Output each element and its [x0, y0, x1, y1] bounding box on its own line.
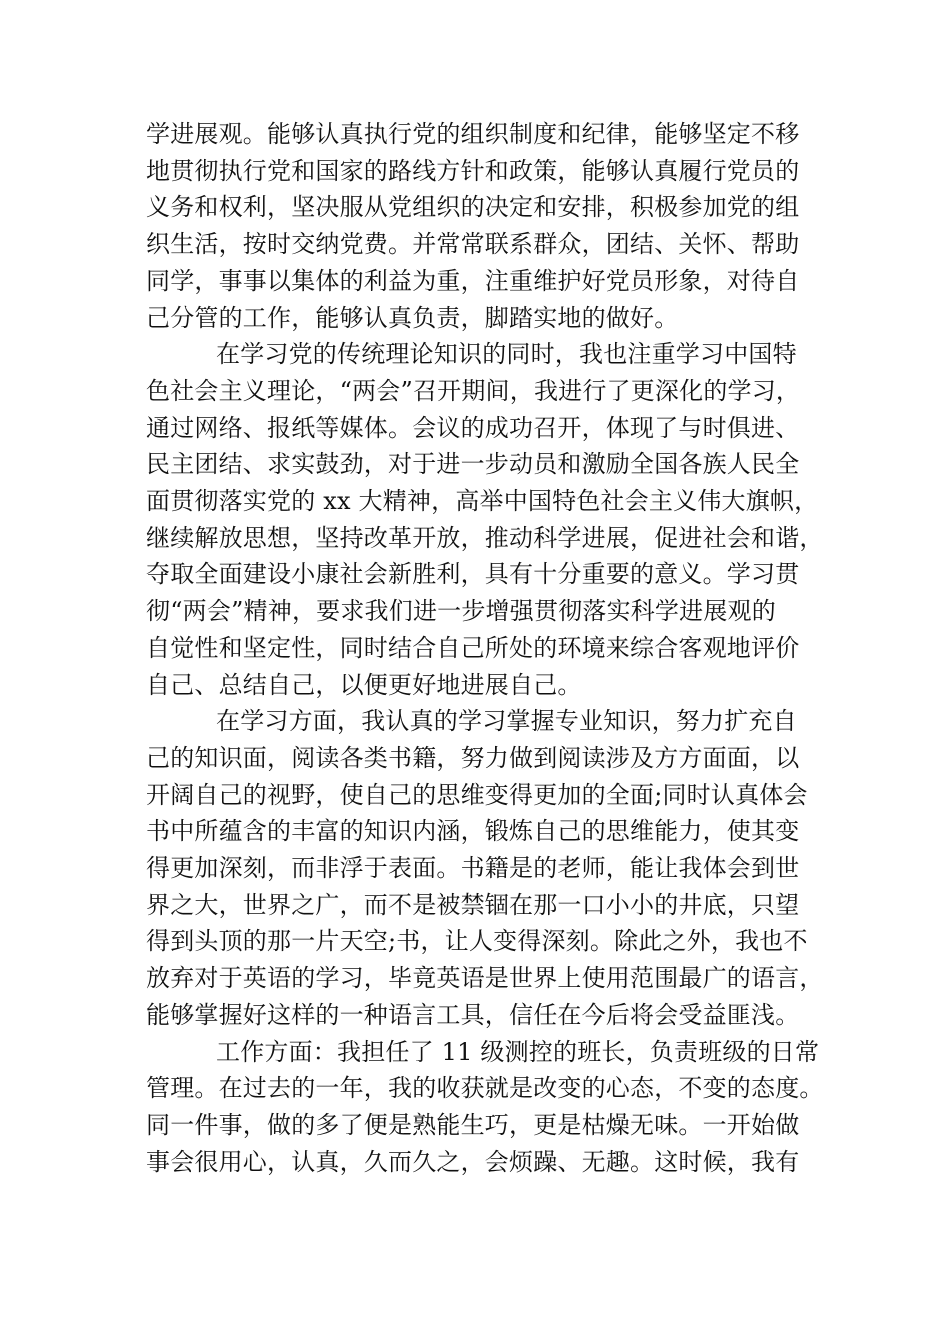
- text-line: 义务和权利，坚决服从党组织的决定和安排，积极参加党的组: [146, 193, 800, 222]
- text-line: 管理。在过去的一年，我的收获就是改变的心态，不变的态度。: [146, 1074, 824, 1103]
- text-line: 书中所蕴含的丰富的知识内涵，锻炼自己的思维能力，使其变: [146, 817, 800, 846]
- text-line: 己分管的工作，能够认真负责，脚踏实地的做好。: [146, 303, 679, 332]
- text-line: 民主团结、求实鼓劲，对于进一步动员和激励全国各族人民全: [146, 450, 800, 479]
- text-line: 夺取全面建设小康社会新胜利，具有十分重要的意义。学习贯: [146, 560, 800, 589]
- text-line: 继续解放思想，坚持改革开放，推动科学进展，促进社会和谐，: [146, 523, 824, 552]
- text-line: 地贯彻执行党和国家的路线方针和政策，能够认真履行党员的: [146, 156, 800, 185]
- text-line: 开阔自己的视野，使自己的思维变得更加的全面;同时认真体会: [146, 780, 808, 809]
- text-line: 学进展观。能够认真执行党的组织制度和纪律，能够坚定不移: [146, 120, 800, 148]
- text-line: 通过网络、报纸等媒体。会议的成功召开，体现了与时俱进、: [146, 413, 800, 442]
- text-line: 自己、总结自己，以便更好地进展自己。: [146, 670, 582, 699]
- text-line: 织生活，按时交纳党费。并常常联系群众，团结、关怀、帮助: [146, 230, 800, 259]
- text-line: 放弃对于英语的学习，毕竟英语是世界上使用范围最广的语言，: [146, 964, 824, 993]
- text-line: 己的知识面，阅读各类书籍，努力做到阅读涉及方方面面，以: [146, 743, 800, 772]
- text-line: 得更加深刻，而非浮于表面。书籍是的老师，能让我体会到世: [146, 854, 800, 883]
- text-line: 自觉性和坚定性，同时结合自己所处的环境来综合客观地评价: [146, 633, 800, 662]
- text-line: 得到头顶的那一片天空;书，让人变得深刻。除此之外，我也不: [146, 927, 808, 956]
- text-line: 能够掌握好这样的一种语言工具，信任在今后将会受益匪浅。: [146, 1000, 800, 1029]
- text-line: 同学，事事以集体的利益为重，注重维护好党员形象，对待自: [146, 266, 800, 295]
- text-line: 界之大，世界之广，而不是被禁锢在那一口小小的井底，只望: [146, 890, 800, 919]
- paragraph-first-line: 在学习方面，我认真的学习掌握专业知识，努力扩充自: [216, 707, 797, 736]
- text-line: 事会很用心，认真，久而久之，会烦躁、无趣。这时候，我有: [146, 1147, 800, 1176]
- text-line: 面贯彻落实党的 xx 大精神，高举中国特色社会主义伟大旗帜，: [146, 487, 819, 516]
- paragraph-first-line: 工作方面：我担任了 11 级测控的班长，负责班级的日常: [216, 1037, 820, 1066]
- text-line: 色社会主义理论，“两会”召开期间，我进行了更深化的学习，: [146, 376, 801, 405]
- text-line: 同一件事，做的多了便是熟能生巧，更是枯燥无味。一开始做: [146, 1110, 800, 1139]
- document-body: [146, 116, 824, 1180]
- text-line: 彻“两会”精神，要求我们进一步增强贯彻落实科学进展观的: [146, 597, 776, 626]
- paragraph-first-line: 在学习党的传统理论知识的同时，我也注重学习中国特: [216, 340, 797, 369]
